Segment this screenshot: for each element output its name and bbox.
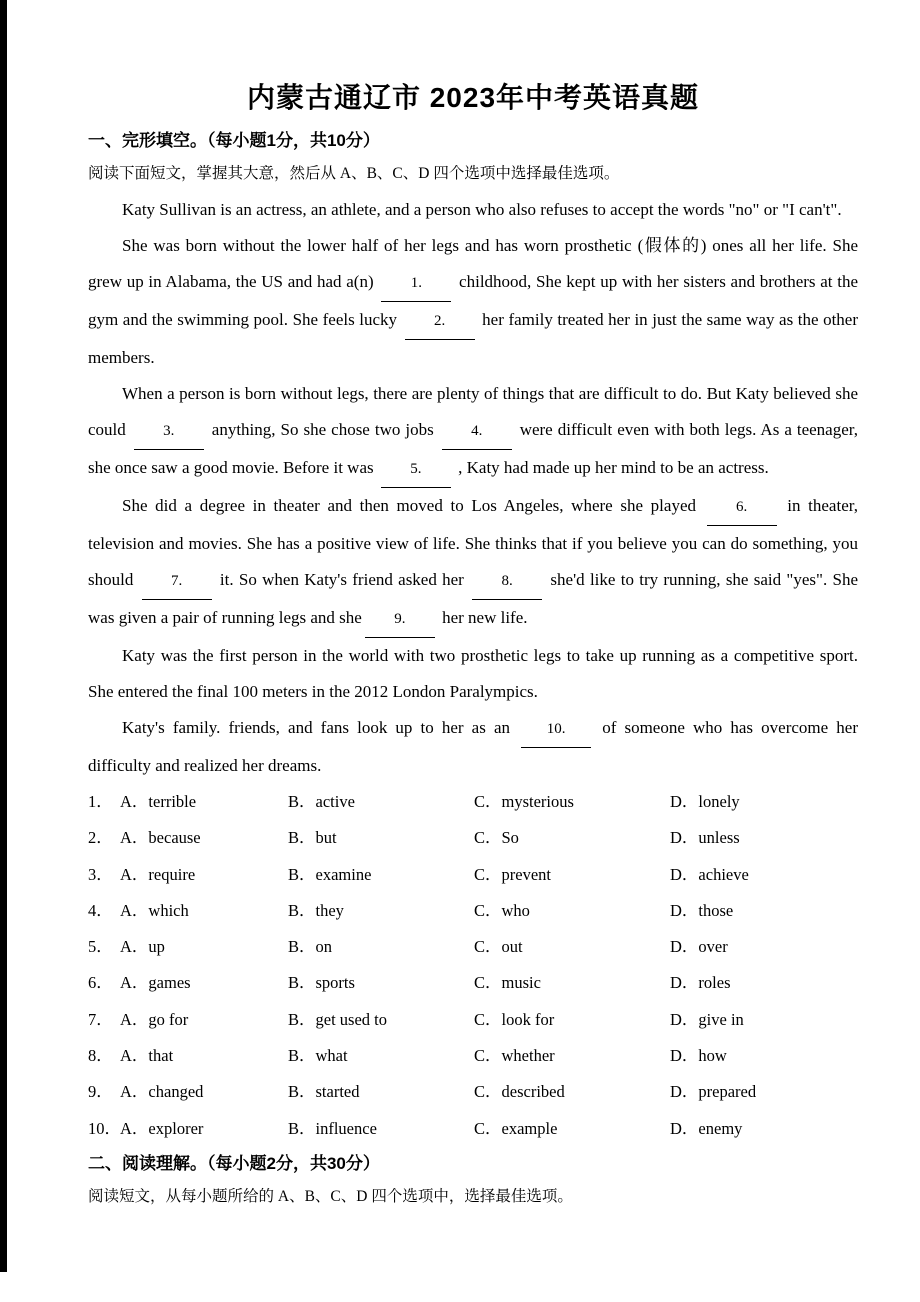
- question-4-option-a: A．which: [120, 900, 189, 920]
- answer-blank-2: 2.: [405, 303, 475, 340]
- question-number: 5．: [88, 937, 113, 957]
- question-6-option-b: B．sports: [288, 973, 355, 993]
- passage-text: She was born without the lower half of her legs and has worn prosthetic (假体的) ones all her life. She grew up in Alabama, the US and had a(n): [88, 236, 858, 291]
- answer-blank-5: 5.: [381, 451, 451, 488]
- question-8-option-b: B．what: [288, 1046, 348, 1066]
- question-6-option-c: C．music: [474, 973, 541, 993]
- question-10-option-d: D．enemy: [670, 1118, 743, 1138]
- question-10-option-c: C．example: [474, 1118, 558, 1138]
- answer-blank-7: 7.: [142, 563, 212, 600]
- passage-paragraph: [88, 376, 858, 488]
- question-5-option-b: B．on: [288, 937, 333, 957]
- question-1-option-d: D．lonely: [670, 792, 740, 811]
- passage-text: her new life.: [437, 608, 528, 627]
- passage-text: Katy Sullivan is an actress, an athlete, and a person who also refuses to accept the words "no" or "I can't".: [122, 200, 842, 219]
- question-5-option-c: C．out: [474, 937, 523, 957]
- passage-text: When a person is born without legs, there are plenty of things that are difficult to do. But Katy believed she could: [88, 384, 858, 439]
- section2-instruction: 阅读短文，从每小题所给的 A、B、C、D 四个选项中，选择最佳选项。: [88, 1187, 573, 1205]
- question-8-option-d: D．how: [670, 1046, 727, 1066]
- question-number: 3．: [88, 864, 113, 884]
- question-number: 6．: [88, 973, 113, 993]
- answer-blank-6: 6.: [707, 489, 777, 526]
- question-9-option-b: B．started: [288, 1082, 360, 1102]
- passage-text: it. So when Katy's friend asked her: [214, 570, 470, 589]
- question-8-option-c: C．whether: [474, 1046, 555, 1066]
- question-2-option-c: C．So: [474, 828, 519, 848]
- passage-text: , Katy had made up her mind to be an actress.: [453, 458, 769, 477]
- question-7-option-a: A．go for: [120, 1009, 189, 1029]
- question-number: 1．: [88, 792, 113, 811]
- document-title: 内蒙古通辽市 2023年中考英语真题: [246, 82, 700, 113]
- question-list: [88, 784, 858, 1147]
- question-9-option-c: C．described: [474, 1082, 565, 1102]
- question-4-option-b: B．they: [288, 900, 344, 920]
- question-9-option-a: A．changed: [120, 1082, 204, 1102]
- passage-text: her family treated her in just the same way as the other members.: [88, 310, 859, 367]
- exam-document-page: [88, 78, 858, 1215]
- question-3-option-a: A．require: [120, 864, 196, 884]
- answer-blank-1: 1.: [381, 265, 451, 302]
- question-6-option-a: A．games: [120, 973, 191, 993]
- question-5-option-a: A．up: [120, 937, 165, 957]
- question-2-option-b: B．but: [288, 828, 337, 848]
- question-3-option-b: B．examine: [288, 864, 372, 884]
- question-2-option-a: A．because: [120, 828, 201, 848]
- section2-heading: 二、阅读理解。（每小题2分，共30分）: [88, 1153, 380, 1173]
- question-number: 7．: [88, 1009, 113, 1029]
- answer-blank-3: 3.: [134, 413, 204, 450]
- question-number: 2．: [88, 828, 113, 848]
- question-4-option-d: D．those: [670, 900, 734, 920]
- passage-paragraph: [88, 228, 858, 376]
- passage-paragraph: [88, 192, 858, 228]
- question-number: 8．: [88, 1046, 113, 1066]
- answer-blank-10: 10.: [521, 711, 591, 748]
- section1-instruction: 阅读下面短文，掌握其大意，然后从 A、B、C、D 四个选项中选择最佳选项。: [88, 165, 620, 182]
- answer-blank-8: 8.: [472, 563, 542, 600]
- question-7-option-d: D．give in: [670, 1009, 744, 1029]
- passage: [88, 192, 858, 784]
- question-row-1: [88, 784, 858, 820]
- passage-text: in theater, television and movies. She has a positive view of life. She thinks that if you believe you can do something, you should: [88, 496, 858, 589]
- question-9-option-d: D．prepared: [670, 1082, 757, 1102]
- passage-paragraph: [88, 710, 858, 784]
- question-10-option-b: B．influence: [288, 1118, 377, 1138]
- question-number: 4．: [88, 900, 113, 920]
- question-7-option-b: B．get used to: [288, 1009, 387, 1029]
- question-row-3: [88, 857, 858, 893]
- answer-blank-4: 4.: [442, 413, 512, 450]
- question-1-option-b: B．active: [288, 792, 355, 811]
- question-8-option-a: A．that: [120, 1046, 174, 1066]
- question-row-8: [88, 1038, 858, 1074]
- question-7-option-c: C．look for: [474, 1009, 555, 1029]
- passage-text: She did a degree in theater and then moved to Los Angeles, where she played: [122, 496, 704, 515]
- question-row-2: [88, 820, 858, 856]
- question-number: 9．: [88, 1082, 113, 1102]
- question-row-4: [88, 893, 858, 929]
- question-row-5: [88, 929, 858, 965]
- section2-block: [88, 1147, 858, 1213]
- answer-blank-9: 9.: [365, 601, 435, 638]
- passage-text: Katy's family. friends, and fans look up to her as an: [122, 718, 519, 737]
- passage-text: anything, So she chose two jobs: [206, 420, 439, 439]
- question-5-option-d: D．over: [670, 937, 728, 957]
- passage-text: childhood, She kept up with her sisters and brothers at the gym and the swimming pool. She feels lucky: [88, 272, 858, 329]
- passage-text: of someone who has overcome her difficulty and realized her dreams.: [88, 718, 858, 775]
- passage-text: were difficult even with both legs. As a teenager, she once saw a good movie. Before it was: [88, 420, 858, 477]
- question-3-option-d: D．achieve: [670, 864, 749, 884]
- question-row-9: [88, 1074, 858, 1110]
- question-1-option-c: C．mysterious: [474, 792, 574, 811]
- section1-heading: 一、完形填空。（每小题1分，共10分）: [88, 131, 380, 150]
- question-10-option-a: A．explorer: [120, 1118, 204, 1138]
- passage-paragraph: [88, 638, 858, 710]
- page-left-edge-bar: [0, 0, 7, 1272]
- question-row-7: [88, 1002, 858, 1038]
- question-3-option-c: C．prevent: [474, 864, 551, 884]
- passage-paragraph: [88, 488, 858, 638]
- question-2-option-d: D．unless: [670, 828, 740, 848]
- question-1-option-a: A．terrible: [120, 792, 197, 811]
- question-6-option-d: D．roles: [670, 973, 731, 993]
- question-row-10: [88, 1111, 858, 1147]
- passage-text: she'd like to try running, she said "yes". She was given a pair of running legs and she: [88, 570, 859, 627]
- question-4-option-c: C．who: [474, 900, 530, 920]
- passage-text: Katy was the first person in the world with two prosthetic legs to take up running as a competitive sport. She entered the final 100 meters in the 2012 London Paralympics.: [88, 646, 858, 701]
- question-number: 10．: [88, 1118, 121, 1138]
- question-row-6: [88, 965, 858, 1001]
